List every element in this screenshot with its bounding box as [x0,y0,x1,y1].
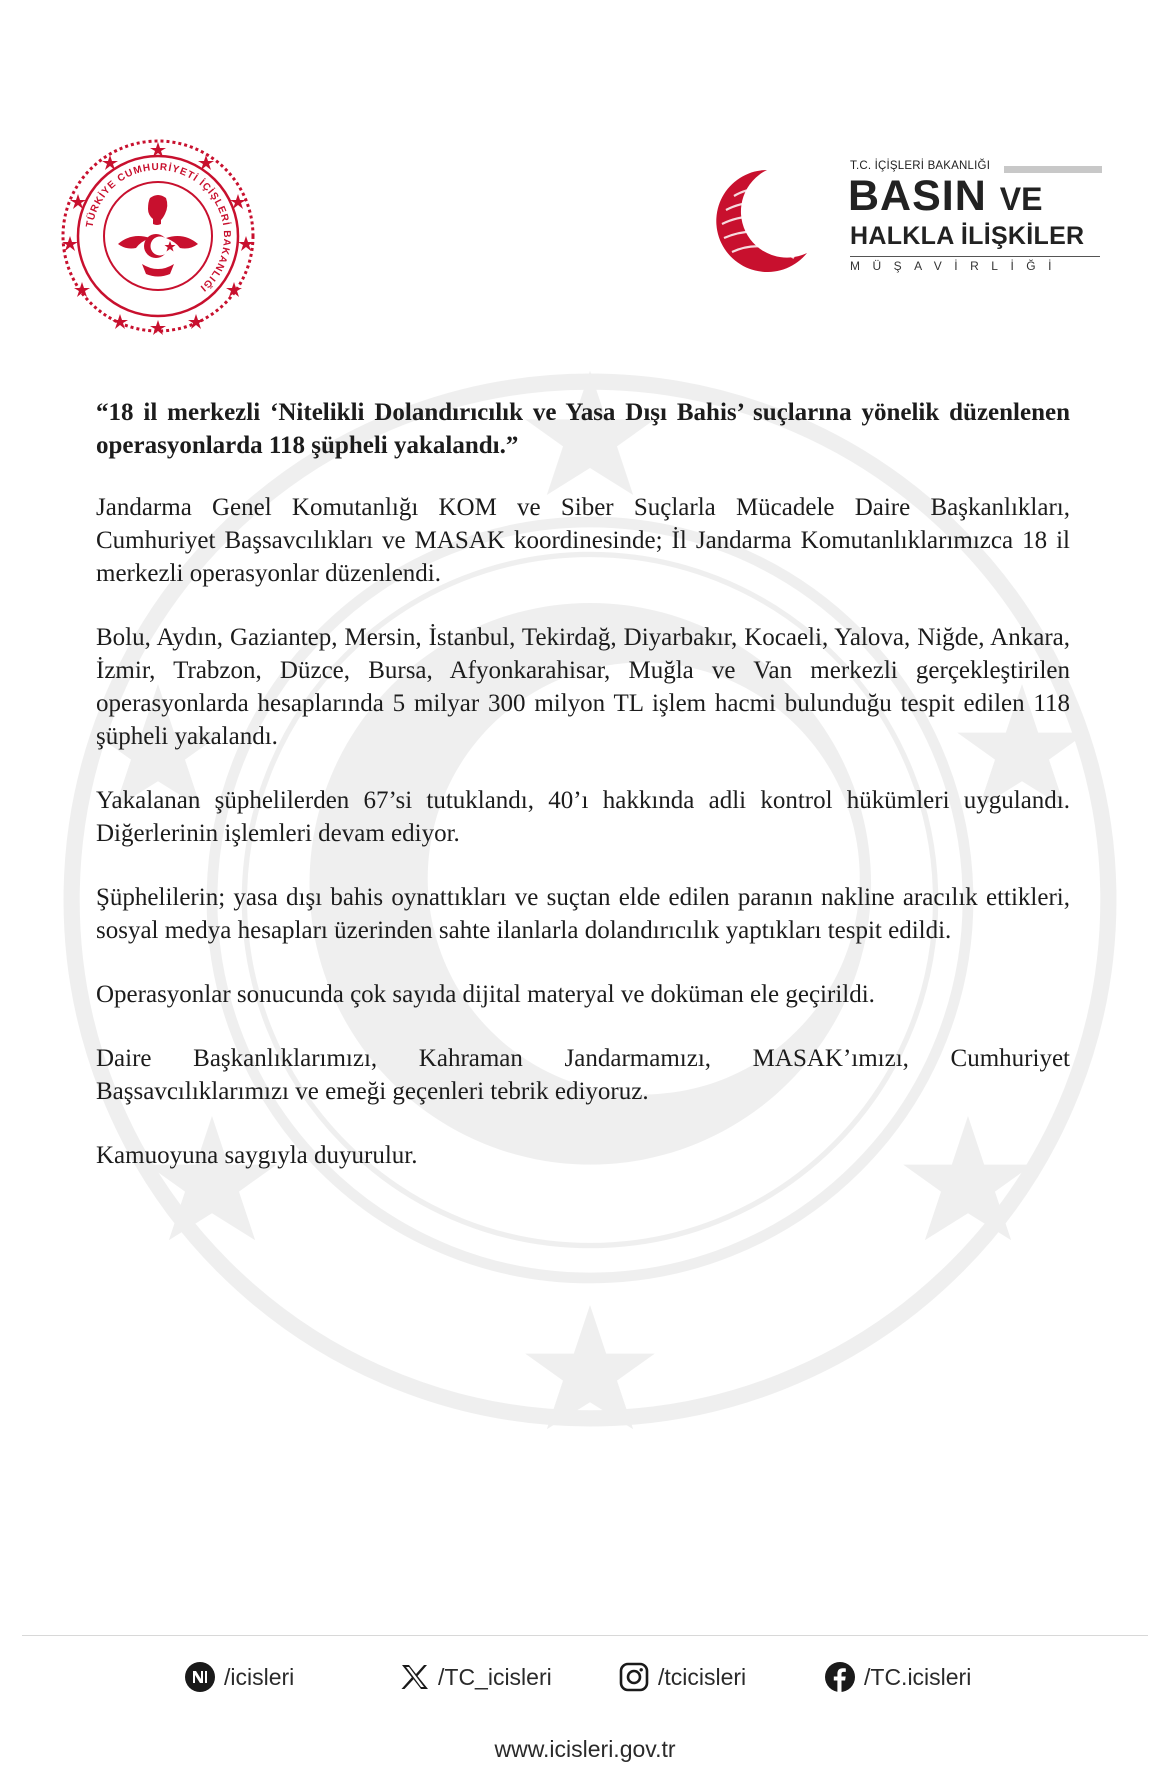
brand-title-main [848,172,1042,221]
social-label: /tcicisleri [658,1663,747,1690]
social-link-facebook[interactable] [824,1660,971,1694]
svg-text:TÜRKİYE CUMHURİYETİ İÇİŞLERİ B: TÜRKİYE CUMHURİYETİ İÇİŞLERİ BAKANLIĞI [84,161,233,294]
paragraph: Daire Başkanlıklarımızı, Kahraman Jandarmamızı, MASAK’ımızı, Cumhuriyet Başsavcılıklarımızı ve emeği geçenleri tebrik ediyoruz. [96,1045,1070,1105]
website-link[interactable]: www.icisleri.gov.tr [494,1736,676,1762]
facebook-icon [824,1661,856,1693]
headline: “18 il merkezli ‘Nitelikli Dolandırıcılık ve Yasa Dışı Bahis’ suçlarına yönelik düzenlenen operasyonlarda 118 şüpheli yakalandı.” [96,399,1070,459]
brand-subtitle: T.C. İÇİŞLERİ BAKANLIĞI [850,160,991,172]
press-office-logo [712,160,1102,280]
press-release-body [96,396,1070,1203]
footer-divider [22,1635,1148,1636]
brand-title-basin: BASIN [848,172,987,220]
social-link-instagram[interactable] [618,1660,746,1694]
social-link-nsosyal[interactable] [184,1660,294,1694]
closing-line: Kamuoyuna saygıyla duyurulur. [96,1142,418,1169]
crescent-star-emblem-icon [712,166,822,276]
x-twitter-icon [398,1661,430,1693]
nsosyal-icon [184,1661,216,1693]
paragraph: Operasyonlar sonucunda çok sayıda dijital materyal ve doküman ele geçirildi. [96,981,875,1008]
social-label: /TC.icisleri [864,1663,972,1690]
paragraph: Şüphelilerin; yasa dışı bahis oynattıkları ve suçtan elde edilen paranın nakline aracılık ettikleri, sosyal medya hesapları üzerinden sahte ilanlarla dolandırıcılık yaptıkları tespit edildi. [96,884,1070,944]
brand-title-line2: HALKLA İLİŞKİLER [850,222,1085,250]
social-link-x[interactable] [398,1660,552,1694]
paragraph: Yakalanan şüphelilerden 67’si tutuklandı, 40’ı hakkında adli kontrol hükümleri uygulandı. Diğerlerinin işlemleri devam ediyor. [96,787,1070,847]
brand-title-ve: VE [999,181,1043,217]
instagram-icon [618,1661,650,1693]
paragraph: Bolu, Aydın, Gaziantep, Mersin, İstanbul, Tekirdağ, Diyarbakır, Kocaeli, Yalova, Niğde, Ankara, İzmir, Trabzon, Düzce, Bursa, Afyonkarahisar, Muğla ve Van merkezli gerçekleştirilen operasyonlarda hesaplarında 5 milyar 300 milyon TL işlem hacmi bulunduğu tespit edilen 118 şüpheli yakalandı. [96,624,1070,750]
paragraph: Jandarma Genel Komutanlığı KOM ve Siber Suçlarla Mücadele Daire Başkanlıkları, Cumhuriyet Başsavcılıkları ve MASAK koordinesinde; İl Jandarma Komutanlıklarımızca 18 il merkezli operasyonlar düzenlendi. [96,494,1070,587]
ministry-seal-icon [58,136,258,336]
social-label: /icisleri [224,1663,295,1690]
social-label: /TC_icisleri [438,1663,552,1690]
brand-title-line3: MÜŞAVİRLİĞİ [850,256,1100,273]
